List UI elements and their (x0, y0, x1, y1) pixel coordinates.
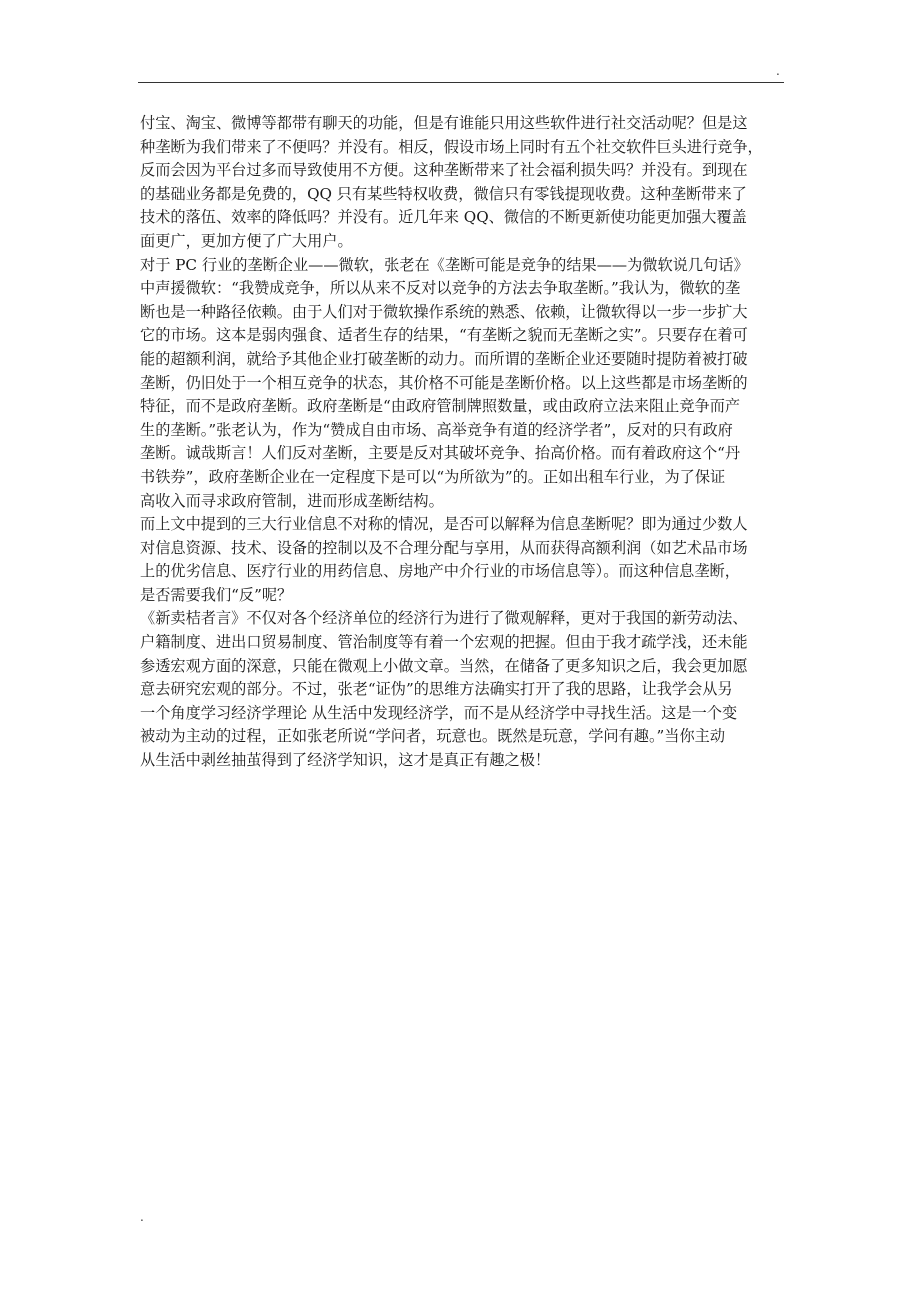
body-line: 书铁券”，政府垄断企业在一定程度下是可以“为所欲为”的。正如出租车行业，为了保证 (140, 467, 726, 486)
header-mark: . (776, 64, 780, 78)
body-line: 而上文中提到的三大行业信息不对称的情况，是否可以解释为信息垄断呢？即为通过少数人 (140, 515, 748, 534)
body-line: 《新卖桔者言》不仅对各个经济单位的经济行为进行了微观解释，更对于我国的新劳动法、 (140, 609, 748, 628)
body-line: 它的市场。这本是弱肉强食、适者生存的结果，“有垄断之貌而无垄断之实”。只要存在着可 (140, 326, 748, 345)
body-line: 断也是一种路径依赖。由于人们对于微软操作系统的熟悉、依赖，让微软得以一步一步扩大 (140, 302, 748, 321)
body-line: 的基础业务都是免费的，QQ 只有某些特权收费，微信只有零钱提现收费。这种垄断带来了 (140, 184, 747, 203)
body-line: 被动为主动的过程，正如张老所说“学问者，玩意也。既然是玩意，学问有趣。”当你主动 (140, 727, 726, 746)
body-line: 高收入而寻求政府管制，进而形成垄断结构。 (140, 491, 444, 510)
body-line: 垄断。诚哉斯言！人们反对垄断，主要是反对其破坏竞争、抬高价格。而有着政府这个“丹 (140, 444, 741, 463)
body-line: 是否需要我们“反”呢？ (140, 585, 293, 604)
body-line: 意去研究宏观的部分。不过，张老“证伪”的思维方法确实打开了我的思路，让我学会从另 (140, 680, 733, 699)
body-line: 中声援微软：“我赞成竞争，所以从来不反对以竞争的方法去争取垄断。”我认为，微软的垄 (140, 279, 741, 298)
body-line: 户籍制度、进出口贸易制度、管治制度等有着一个宏观的把握。但由于我才疏学浅，还未能 (140, 633, 748, 652)
body-line: 特征，而不是政府垄断。政府垄断是“由政府管制牌照数量，或由政府立法来阻止竞争而产 (140, 397, 741, 416)
document-body (140, 112, 786, 773)
body-line: 能的超额利润，就给予其他企业打破垄断的动力。而所谓的垄断企业还要随时提防着被打破 (140, 349, 748, 368)
body-line: 种垄断为我们带来了不便吗？并没有。相反，假设市场上同时有五个社交软件巨头进行竞争， (140, 137, 763, 156)
body-line: 参透宏观方面的深意，只能在微观上小做文章。当然，在储备了更多知识之后，我会更加愿 (140, 656, 748, 675)
footer-mark: . (140, 1210, 144, 1224)
body-line: 上的优劣信息、医疗行业的用药信息、房地产中介行业的市场信息等）。而这种信息垄断， (140, 562, 740, 581)
body-line: 付宝、淘宝、微博等都带有聊天的功能，但是有谁能只用这些软件进行社交活动呢？但是这 (140, 114, 748, 132)
body-line: 对信息资源、技术、设备的控制以及不合理分配与享用，从而获得高额利润（如艺术品市场 (140, 538, 748, 557)
body-line: 对于 PC 行业的垄断企业——微软，张老在《垄断可能是竞争的结果——为微软说几句话》 (140, 255, 749, 274)
body-line: 一个角度学习经济学理论 从生活中发现经济学，而不是从经济学中寻找生活。这是一个变 (140, 703, 738, 722)
body-line: 垄断，仍旧处于一个相互竞争的状态，其价格不可能是垄断价格。以上这些都是市场垄断的 (140, 373, 748, 392)
body-line: 反而会因为平台过多而导致使用不方便。这种垄断带来了社会福利损失吗？并没有。到现在 (140, 161, 748, 180)
header-rule (138, 82, 784, 83)
body-line: 技术的落伍、效率的降低吗？并没有。近几年来 QQ、微信的不断更新使功能更加强大覆盖 (140, 208, 747, 227)
body-line: 面更广，更加方便了广大用户。 (140, 231, 353, 250)
body-line: 生的垄断。”张老认为，作为“赞成自由市场、高举竞争有道的经济学者”，反对的只有政府 (140, 420, 733, 439)
body-line: 从生活中剥丝抽茧得到了经济学知识，这才是真正有趣之极！ (140, 751, 551, 770)
